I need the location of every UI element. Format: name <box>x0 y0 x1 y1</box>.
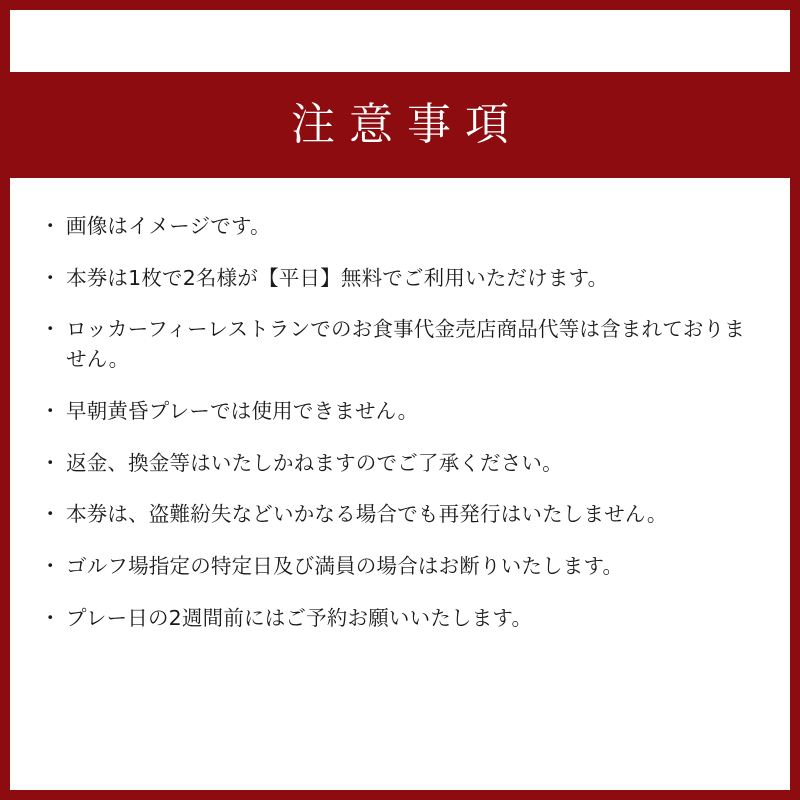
list-item <box>40 315 760 374</box>
header-banner <box>10 72 790 178</box>
note-text: ゴルフ場指定の特定日及び満員の場合はお断りいたします。 <box>66 554 624 579</box>
note-text: 早朝黄昏プレーでは使用できません。 <box>66 398 419 423</box>
list-item <box>40 212 760 242</box>
notes-list <box>40 212 760 633</box>
bullet-icon: ・ <box>40 450 61 475</box>
list-item <box>40 449 760 479</box>
list-item <box>40 397 760 427</box>
list-item <box>40 604 760 634</box>
list-item <box>40 552 760 582</box>
bullet-icon: ・ <box>40 317 61 342</box>
bullet-icon: ・ <box>40 265 61 290</box>
note-text: 本券は、盗難紛失などいかなる場合でも再発行はいたしません。 <box>66 502 668 527</box>
note-text: 本券は1枚で2名様が【平日】無料でご利用いただけます。 <box>66 265 609 290</box>
notes-panel <box>10 178 790 728</box>
page-title: 注意事項 <box>291 99 523 150</box>
note-text: 返金、換金等はいたしかねますのでご了承ください。 <box>66 450 563 475</box>
bottom-spacer <box>10 728 790 790</box>
note-text: 画像はイメージです。 <box>66 214 271 238</box>
top-spacer <box>10 10 790 72</box>
bullet-icon: ・ <box>40 502 61 527</box>
bullet-icon: ・ <box>40 554 61 579</box>
bullet-icon: ・ <box>40 398 61 423</box>
list-item <box>40 264 760 294</box>
list-item <box>40 500 760 530</box>
note-text: プレー日の2週間前にはご予約お願いいたします。 <box>66 605 533 630</box>
bullet-icon: ・ <box>40 605 61 630</box>
note-text: ロッカーフィーレストランでのお食事代金売店商品代等は含まれておりません。 <box>66 317 745 372</box>
bullet-icon: ・ <box>40 214 61 238</box>
